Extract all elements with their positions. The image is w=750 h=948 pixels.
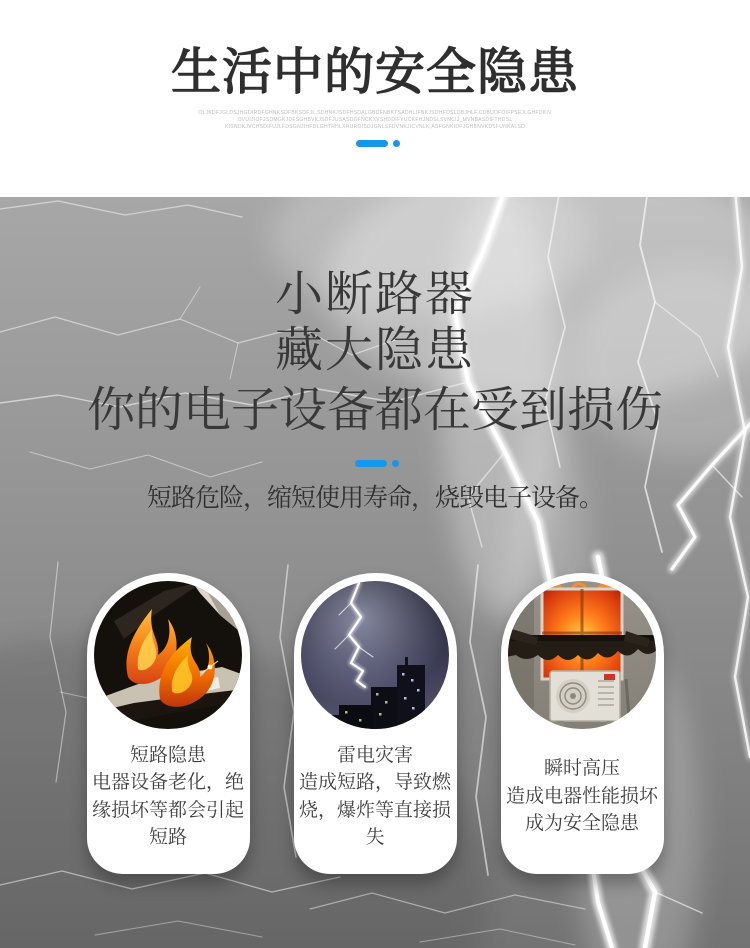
burning-device-photo — [94, 581, 242, 729]
hero-line-3: 你的电子设备都在受到损伤 — [86, 384, 663, 437]
fineprint-line: OLJKDFJGLDSJHGOIRDFGHNKSDFBKSDFJL,SDHNKJSDFHSDALGBDFNBKTSADHLIFNKJSDHFOSLDBJHLF,CDBUDFOIFPSEJLGHFDKIV — [198, 110, 552, 116]
hero-line-2: 藏大隐患 — [274, 324, 475, 377]
card-text — [299, 729, 451, 874]
hero-text-block — [0, 267, 750, 514]
hazard-cards-row — [0, 573, 750, 874]
fineprint-line: OVUIJIOFJSDMGKJDFSGHBVKJSDFJUSASDGFNCKXVSHDDIFYUCKFHJNDSLSVNCIJ_MVNBASDIFTHDSL — [237, 117, 513, 123]
accent-divider — [2, 460, 750, 467]
card-body-line: 烧，爆炸等直接损 — [298, 799, 451, 821]
card-title: 瞬时高压 — [543, 758, 620, 780]
divider-dot — [392, 460, 399, 467]
card-body-line: 失 — [365, 827, 385, 848]
card-body-line: 造成短路，导致燃 — [298, 772, 451, 793]
card-body-line: 缘损坏等都会引起 — [91, 799, 244, 821]
header-section — [0, 0, 750, 197]
lightning-strike-city-photo — [301, 581, 449, 729]
hazard-card-lightning — [294, 573, 457, 874]
storm-section — [0, 197, 750, 948]
burning-window-ac-photo — [508, 581, 656, 729]
card-body-line: 造成电器性能损坏 — [505, 785, 658, 807]
divider-bar — [355, 460, 387, 467]
card-title: 短路隐患 — [129, 744, 206, 766]
hero-tagline: 短路危险，缩短使用寿命，烧毁电子设备。 — [146, 484, 603, 512]
card-text — [92, 729, 244, 874]
card-body-line: 成为安全隐患 — [524, 813, 639, 835]
accent-divider — [3, 140, 750, 147]
hazard-card-short-circuit — [87, 573, 250, 874]
fineprint-line: KISNDKJVCHSDIFUJLFDSGNJIHFDLGHTRHLXRUROISDJGNLSFDVNKJICVNLK,ASFGNKIDFJGHBNVKDSFUNKALSD — [224, 124, 525, 130]
card-text — [506, 729, 658, 874]
card-title: 雷电灾害 — [336, 744, 413, 766]
divider-dot — [393, 140, 400, 147]
card-body-line: 短路 — [148, 827, 187, 848]
hazard-card-surge — [501, 573, 664, 874]
fineprint-text — [0, 110, 750, 131]
page-title: 生活中的安全隐患 — [171, 44, 579, 100]
hero-line-1: 小断路器 — [274, 268, 475, 321]
card-body-line: 电器设备老化，绝 — [91, 772, 244, 793]
divider-bar — [356, 140, 388, 147]
